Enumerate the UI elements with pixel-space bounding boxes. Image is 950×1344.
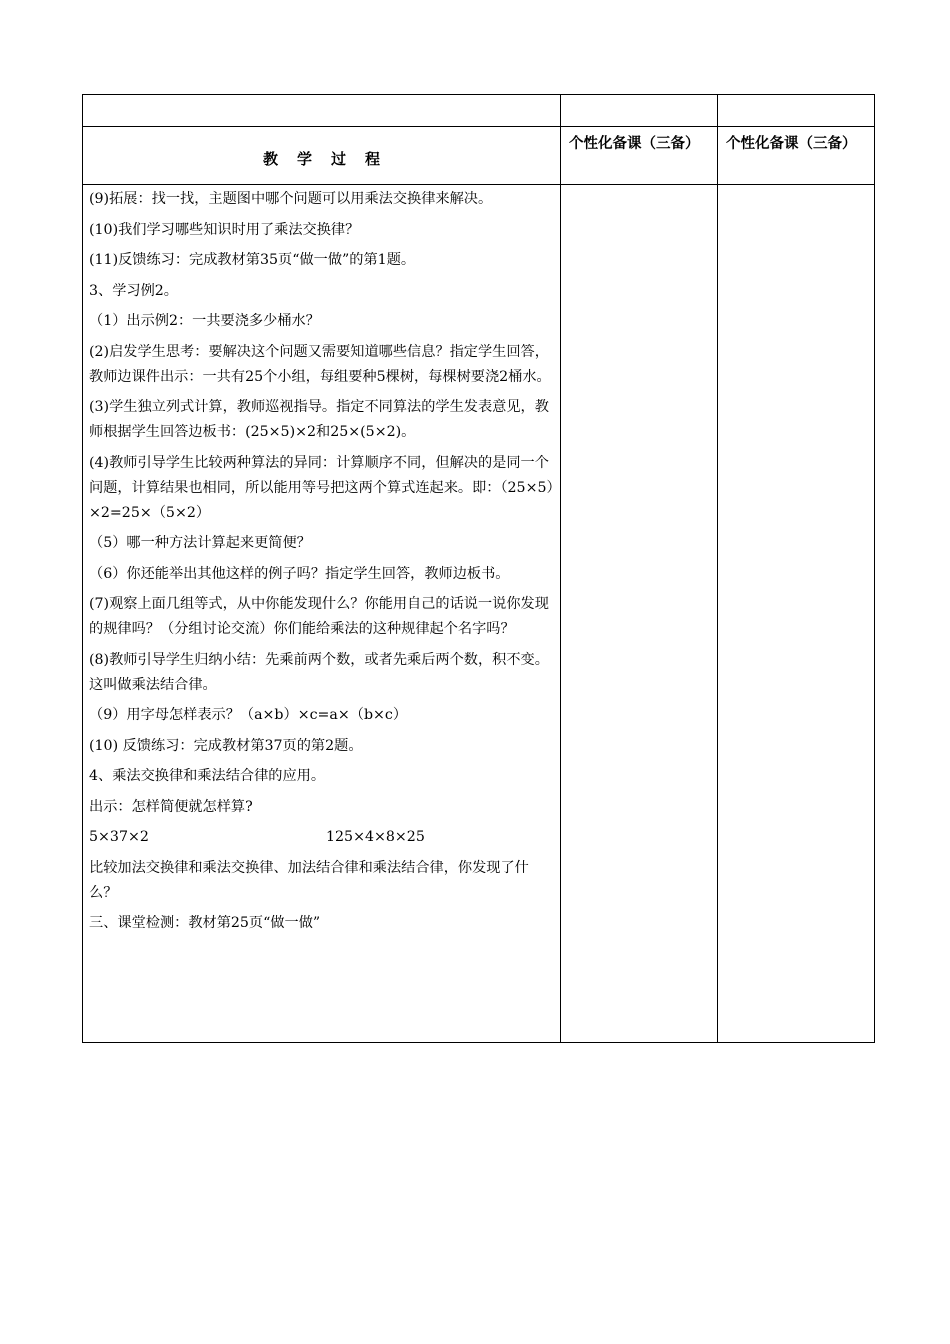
personal-prep-heading-2: 个性化备课（三备） bbox=[726, 135, 857, 152]
paragraph: （6）你还能举出其他这样的例子吗？指定学生回答，教师边板书。 bbox=[89, 565, 510, 582]
personal-prep-cell-1 bbox=[561, 185, 718, 1043]
paragraph: (7)观察上面几组等式，从中你能发现什么？你能用自己的话说一说你发现的规律吗？（分组讨论交流）你们能给乘法的这种规律起个名字吗？ bbox=[89, 596, 549, 637]
paragraph: 4、乘法交换律和乘法结合律的应用。 bbox=[89, 768, 326, 784]
paragraph: 比较加法交换律和乘法交换律、加法结合律和乘法结合律，你发现了什么？ bbox=[89, 859, 529, 901]
header-cell-process bbox=[83, 127, 561, 185]
paragraph: (10)我们学习哪些知识时用了乘法交换律？ bbox=[89, 221, 360, 238]
personal-prep-heading-1: 个性化备课（三备） bbox=[569, 135, 700, 152]
empty-top-row bbox=[83, 95, 875, 127]
header-cell-personal-1 bbox=[561, 127, 718, 185]
lesson-plan-table bbox=[82, 94, 875, 1043]
empty-cell bbox=[718, 95, 875, 127]
empty-cell bbox=[561, 95, 718, 127]
paragraph: (3)学生独立列式计算，教师巡视指导。指定不同算法的学生发表意见，教师根据学生回答边板书：(25×5)×2和25×(5×2)。 bbox=[89, 399, 549, 440]
paragraph: （5）哪一种方法计算起来更简便？ bbox=[89, 535, 311, 551]
calculation-b: 125×4×8×25 bbox=[326, 829, 425, 845]
teaching-process-cell bbox=[83, 185, 561, 1043]
empty-cell bbox=[83, 95, 561, 127]
paragraph: (8)教师引导学生归纳小结：先乘前两个数，或者先乘后两个数，积不变。这叫做乘法结合律。 bbox=[89, 651, 549, 693]
paragraph: (2)启发学生思考：要解决这个问题又需要知道哪些信息？指定学生回答，教师边课件出示：一共有25个小组，每组要种5棵树，每棵树要浇2桶水。 bbox=[89, 343, 551, 385]
paragraph: 出示：怎样简便就怎样算? bbox=[89, 798, 253, 815]
paragraph: 三、课堂检测：教材第25页“做一做” bbox=[89, 915, 321, 931]
body-row bbox=[83, 185, 875, 1043]
paragraph: (9)拓展：找一找，主题图中哪个问题可以用乘法交换律来解决。 bbox=[89, 191, 493, 207]
section-title: 教学过程 bbox=[262, 150, 399, 168]
paragraph: 3、学习例2。 bbox=[89, 282, 178, 299]
header-row bbox=[83, 127, 875, 185]
paragraph: （1）出示例2：一共要浇多少桶水？ bbox=[89, 313, 320, 329]
paragraph: (11)反馈练习：完成教材第35页“做一做”的第1题。 bbox=[89, 252, 416, 268]
personal-prep-cell-2 bbox=[718, 185, 875, 1043]
paragraph: （9）用字母怎样表示？（a×b）×c=a×（b×c） bbox=[89, 707, 408, 723]
header-cell-personal-2 bbox=[718, 127, 875, 185]
paragraph: (4)教师引导学生比较两种算法的异同：计算顺序不同，但解决的是同一个问题，计算结果也相同，所以能用等号把这两个算式连起来。即：（25×5）×2=25×（5×2） bbox=[89, 454, 554, 521]
calculation-a: 5×37×2 bbox=[89, 829, 149, 845]
teaching-content bbox=[83, 185, 560, 936]
calculation-row bbox=[89, 825, 554, 850]
paragraph: (10) 反馈练习：完成教材第37页的第2题。 bbox=[89, 737, 363, 754]
